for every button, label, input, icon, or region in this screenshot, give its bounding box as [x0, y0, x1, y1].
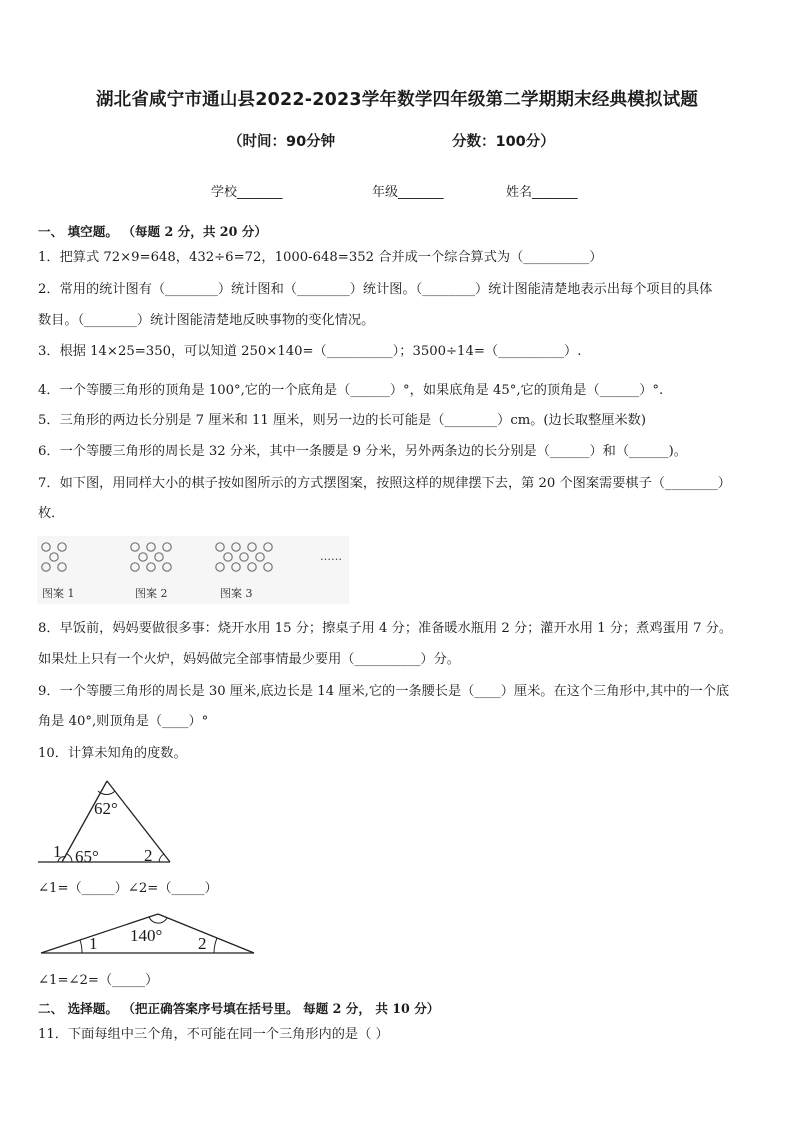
piece [163, 563, 171, 571]
pattern-svg [37, 536, 349, 604]
piece [155, 553, 163, 561]
pattern-label-3: 图案 3 [220, 587, 253, 600]
triangle-1-bottom-angle: 65° [75, 847, 99, 866]
exam-time: （时间：90分钟 [228, 134, 336, 150]
piece [232, 563, 240, 571]
piece [42, 543, 50, 551]
question-2-line-2: 数目。（________）统计图能清楚地反映事物的变化情况。 [38, 313, 375, 328]
question-10: 10．计算未知角的度数。 [38, 746, 187, 761]
piece [256, 553, 264, 561]
piece [240, 553, 248, 561]
question-9-line-2: 角是 40°,则顶角是（____）° [38, 714, 209, 729]
piece [248, 543, 256, 551]
piece [131, 563, 139, 571]
triangle-1-answer: ∠1=（_____）∠2=（_____） [38, 881, 218, 896]
triangle-2-figure [38, 910, 258, 960]
triangle-2-top-angle: 140° [130, 926, 163, 945]
triangle-1-top-angle: 62° [94, 799, 118, 818]
question-8-line-2: 如果灶上只有一个火炉，妈妈做完全部事情最少要用（__________）分。 [38, 652, 460, 667]
section-2-heading: 二、 选择题。 （把正确答案序号填在括号里。 每题 2 分， 共 10 分） [38, 1001, 440, 1016]
triangle-2-label-1: 1 [89, 934, 98, 953]
pattern-figure [37, 536, 349, 604]
school-field[interactable]: 学校_______ [211, 185, 283, 200]
triangle-1-label-2: 2 [144, 846, 153, 865]
question-3: 3．根据 14×25=350，可以知道 250×140=（__________）；3500÷14=（__________）. [38, 344, 582, 359]
piece [139, 553, 147, 561]
question-7-line-2: 枚． [38, 506, 65, 521]
piece [131, 543, 139, 551]
question-9-line-1: 9．一个等腰三角形的周长是 30 厘米,底边长是 14 厘米,它的一条腰长是（____）厘米。在这个三角形中,其中的一个底 [38, 684, 730, 699]
piece [264, 543, 272, 551]
triangle-2-answer: ∠1=∠2=（_____） [38, 973, 159, 988]
piece [264, 563, 272, 571]
pattern-ellipsis: …… [320, 550, 342, 563]
question-2-line-1: 2．常用的统计图有（________）统计图和（________）统计图。（________）统计图能清楚地表示出每个项目的具体 [38, 282, 713, 297]
piece [58, 543, 66, 551]
piece [216, 543, 224, 551]
piece [147, 543, 155, 551]
piece [224, 553, 232, 561]
triangle-1-figure [38, 778, 178, 868]
name-field[interactable]: 姓名_______ [506, 185, 578, 200]
exam-score: 分数：100分） [452, 134, 555, 150]
question-6: 6．一个等腰三角形的周长是 32 分米，其中一条腰是 9 分米，另外两条边的长分别是（______）和（______)。 [38, 444, 687, 459]
piece [50, 553, 58, 561]
piece [216, 563, 224, 571]
question-5: 5．三角形的两边长分别是 7 厘米和 11 厘米，则另一边的长可能是（________）cm。(边长取整厘米数) [38, 413, 647, 428]
piece [232, 543, 240, 551]
piece [58, 563, 66, 571]
pattern-label-2: 图案 2 [135, 587, 168, 600]
pattern-label-1: 图案 1 [42, 587, 75, 600]
question-1: 1．把算式 72×9=648，432÷6=72，1000-648=352 合并成一个综合算式为（__________） [38, 250, 603, 265]
question-8-line-1: 8．早饭前，妈妈要做很多事：烧开水用 15 分；擦桌子用 4 分；准备暖水瓶用 2 分；灌开水用 1 分；煮鸡蛋用 7 分。 [38, 621, 733, 636]
page-title: 湖北省咸宁市通山县2022-2023学年数学四年级第二学期期末经典模拟试题 [95, 90, 699, 110]
piece [163, 543, 171, 551]
triangle-1-label-1: 1 [53, 842, 62, 861]
piece [248, 563, 256, 571]
grade-field[interactable]: 年级_______ [372, 185, 444, 200]
piece [42, 563, 50, 571]
question-4: 4．一个等腰三角形的顶角是 100°,它的一个底角是（______）°，如果底角是 45°,它的顶角是（______）°. [38, 383, 664, 398]
triangle-2-label-2: 2 [198, 934, 207, 953]
question-11: 11．下面每组中三个角，不可能在同一个三角形内的是（ ） [38, 1027, 389, 1042]
piece [147, 563, 155, 571]
question-7-line-1: 7．如下图，用同样大小的棋子按如图所示的方式摆图案，按照这样的规律摆下去，第 20 个图案需要棋子（________） [38, 476, 731, 491]
section-1-heading: 一、 填空题。 （每题 2 分，共 20 分） [38, 224, 267, 239]
